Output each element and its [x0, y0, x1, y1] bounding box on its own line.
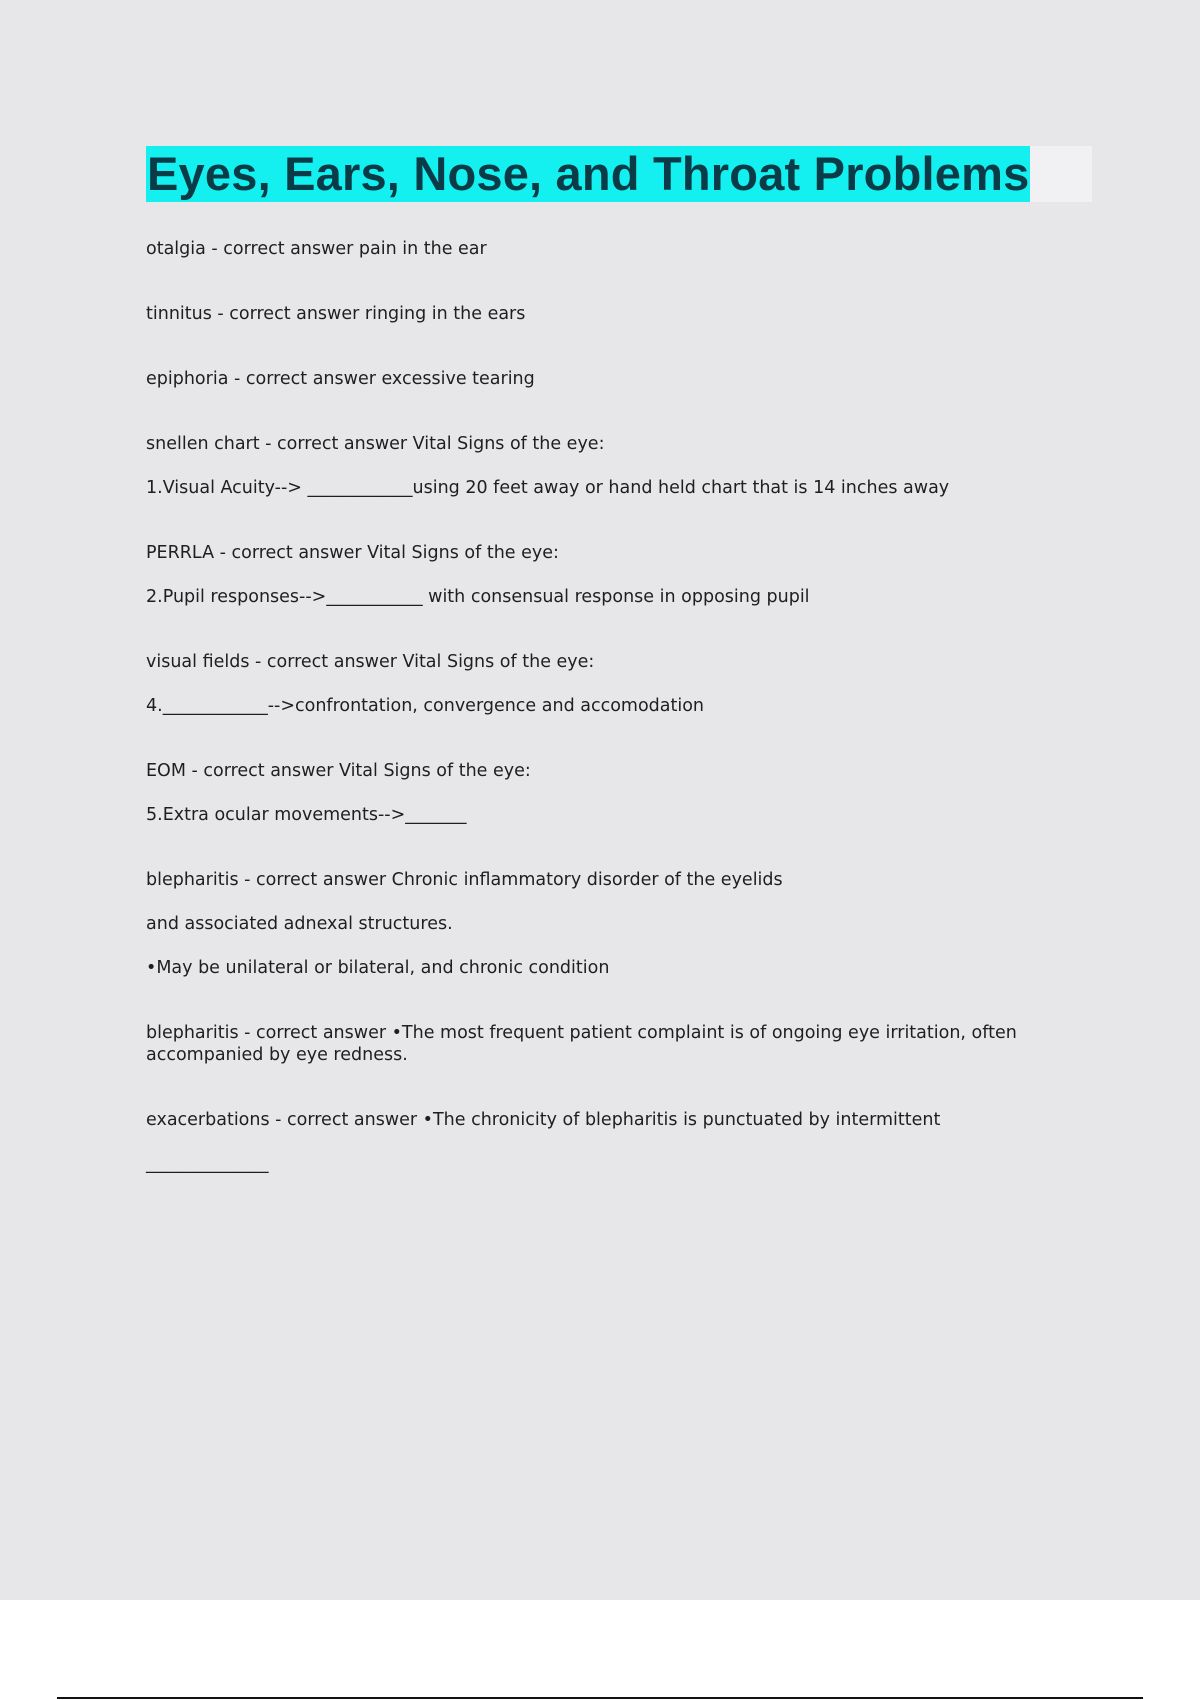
flashcard-line: EOM - correct answer Vital Signs of the eye:	[146, 761, 531, 781]
flashcard-line: blepharitis - correct answer •The most frequent patient complaint is of ongoing eye irritation, often accompanied by eye redness.	[146, 1023, 1023, 1065]
flashcard-entry	[146, 542, 1066, 608]
flashcard-line: 2.Pupil responses-->___________ with consensual response in opposing pupil	[146, 587, 810, 607]
flashcard-entry	[146, 869, 1066, 979]
flashcard-line: 5.Extra ocular movements-->_______	[146, 805, 467, 825]
flashcard-line: snellen chart - correct answer Vital Signs of the eye:	[146, 434, 605, 454]
flashcard-entry	[146, 303, 1066, 325]
flashcard-line: exacerbations - correct answer •The chronicity of blepharitis is punctuated by intermittent	[146, 1110, 941, 1130]
flashcard-entry	[146, 433, 1066, 499]
flashcard-line: visual fields - correct answer Vital Signs of the eye:	[146, 652, 595, 672]
flashcard-entry	[146, 1109, 1066, 1175]
flashcard-entry	[146, 760, 1066, 826]
flashcard-line: ______________	[146, 1154, 269, 1174]
title-bar	[146, 146, 1092, 202]
flashcard-entry	[146, 238, 1066, 260]
flashcard-list	[146, 238, 1066, 1218]
flashcard-entry	[146, 651, 1066, 717]
flashcard-line: blepharitis - correct answer Chronic inflammatory disorder of the eyelids	[146, 870, 783, 890]
flashcard-line: otalgia - correct answer pain in the ear	[146, 239, 487, 259]
flashcard-line: and associated adnexal structures.	[146, 914, 453, 934]
page-title: Eyes, Ears, Nose, and Throat Problems	[147, 147, 1030, 200]
flashcard-entry	[146, 368, 1066, 390]
flashcard-line: tinnitus - correct answer ringing in the ears	[146, 304, 526, 324]
flashcard-line: epiphoria - correct answer excessive tearing	[146, 369, 535, 389]
flashcard-line: 1.Visual Acuity--> ____________using 20 feet away or hand held chart that is 14 inches away	[146, 478, 950, 498]
footer-divider	[57, 1697, 1143, 1699]
flashcard-entry	[146, 1022, 1066, 1066]
flashcard-line: 4.____________-->confrontation, convergence and accomodation	[146, 696, 705, 716]
flashcard-line: PERRLA - correct answer Vital Signs of the eye:	[146, 543, 559, 563]
flashcard-line: •May be unilateral or bilateral, and chronic condition	[146, 958, 610, 978]
